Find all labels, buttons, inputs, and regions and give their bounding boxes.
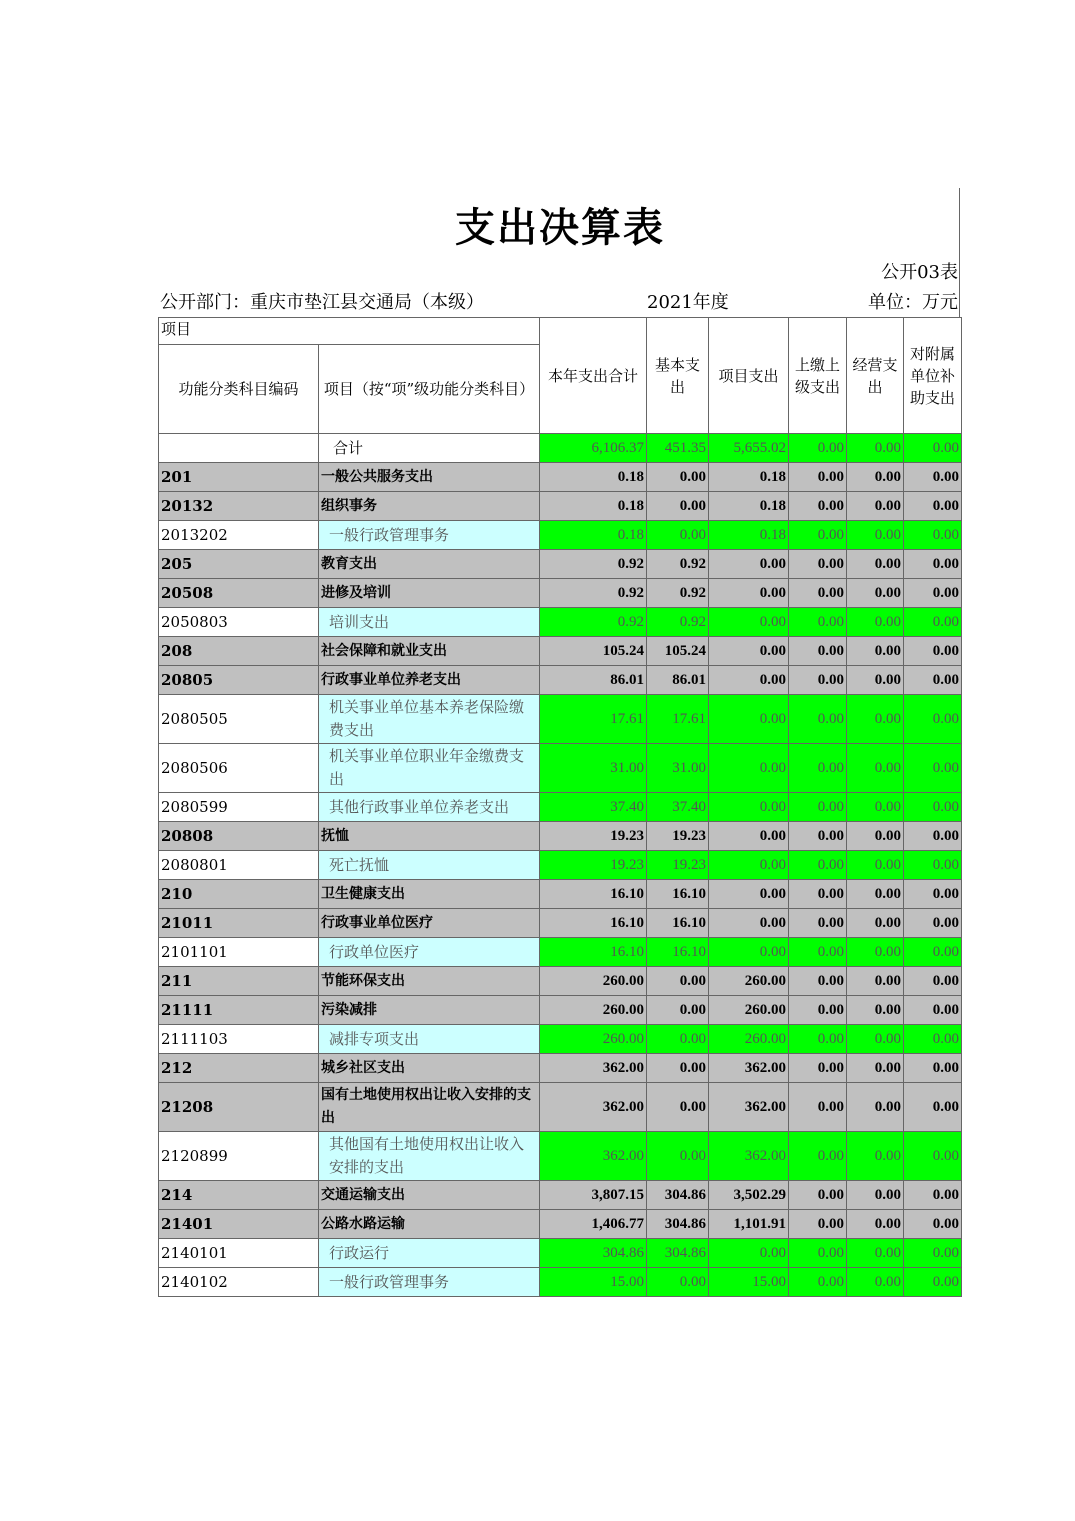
row-value: 362.00: [540, 1083, 647, 1132]
row-value: 0.00: [709, 1239, 789, 1268]
row-value: 0.00: [847, 492, 904, 521]
row-name: 死亡抚恤: [319, 851, 540, 880]
row-value: 0.00: [789, 1268, 847, 1297]
row-value: 0.00: [647, 492, 709, 521]
row-value: 86.01: [647, 666, 709, 695]
row-value: 0.00: [789, 1025, 847, 1054]
row-value: 0.00: [847, 967, 904, 996]
row-code: 2140102: [159, 1268, 319, 1297]
row-value: 0.00: [789, 1239, 847, 1268]
row-value: 0.00: [904, 1239, 962, 1268]
row-value: 0.00: [904, 996, 962, 1025]
fiscal-year: 2021年度: [647, 292, 729, 313]
row-code: 21111: [159, 996, 319, 1025]
table-row: [159, 492, 962, 521]
row-value: 0.00: [904, 695, 962, 744]
row-value: 0.00: [904, 521, 962, 550]
row-code: 2080505: [159, 695, 319, 744]
row-value: 0.00: [789, 492, 847, 521]
row-value: 0.00: [789, 608, 847, 637]
row-name: 培训支出: [319, 608, 540, 637]
row-value: 0.00: [647, 463, 709, 492]
row-value: 0.00: [647, 996, 709, 1025]
row-code: 210: [159, 880, 319, 909]
row-value: 0.18: [540, 463, 647, 492]
table-row: [159, 1181, 962, 1210]
row-value: 0.00: [904, 1210, 962, 1239]
table-row: [159, 996, 962, 1025]
row-value: 105.24: [540, 637, 647, 666]
row-value: 304.86: [647, 1239, 709, 1268]
row-code: 2080506: [159, 744, 319, 793]
row-name: 其他行政事业单位养老支出: [319, 793, 540, 822]
table-row: [159, 1054, 962, 1083]
table-row: [159, 822, 962, 851]
row-value: 0.00: [789, 637, 847, 666]
row-code: 2120899: [159, 1132, 319, 1181]
row-value: 0.00: [789, 1132, 847, 1181]
row-value: 0.92: [540, 579, 647, 608]
row-value: 362.00: [709, 1132, 789, 1181]
row-value: 17.61: [540, 695, 647, 744]
page-title: 支出决算表: [455, 204, 665, 251]
row-value: 31.00: [540, 744, 647, 793]
row-value: 0.00: [904, 793, 962, 822]
meta-line: [160, 288, 958, 314]
row-value: 0.00: [709, 550, 789, 579]
total-row: [159, 434, 962, 463]
unit: 单位：万元: [868, 292, 958, 313]
row-value: 362.00: [709, 1054, 789, 1083]
row-value: 0.92: [647, 608, 709, 637]
row-value: 0.00: [709, 744, 789, 793]
row-value: 0.00: [847, 822, 904, 851]
row-value: 0.00: [847, 1054, 904, 1083]
row-name: 社会保障和就业支出: [319, 637, 540, 666]
row-value: 0.18: [540, 521, 647, 550]
row-value: 15.00: [709, 1268, 789, 1297]
row-value: 260.00: [709, 967, 789, 996]
row-value: 0.00: [904, 579, 962, 608]
row-value: 0.00: [847, 521, 904, 550]
table-row: [159, 851, 962, 880]
row-value: 0.00: [904, 463, 962, 492]
row-value: 0.00: [847, 1210, 904, 1239]
header-code: 功能分类科目编码: [159, 345, 319, 434]
table-row: [159, 1210, 962, 1239]
row-name: 机关事业单位基本养老保险缴费支出: [319, 695, 540, 744]
row-value: 0.00: [904, 851, 962, 880]
row-code: 2140101: [159, 1239, 319, 1268]
row-name: 污染减排: [319, 996, 540, 1025]
row-value: 0.00: [904, 608, 962, 637]
row-code: 2080599: [159, 793, 319, 822]
divider: [959, 188, 960, 318]
row-value: 0.00: [847, 666, 904, 695]
row-value: 0.00: [789, 822, 847, 851]
row-value: 16.10: [647, 909, 709, 938]
row-value: 15.00: [540, 1268, 647, 1297]
row-value: 0.00: [789, 695, 847, 744]
header-upper: 上缴上级支出: [789, 318, 847, 434]
row-value: 0.00: [847, 793, 904, 822]
row-name: 行政事业单位医疗: [319, 909, 540, 938]
row-value: 3,807.15: [540, 1181, 647, 1210]
row-name: 国有土地使用权出让收入安排的支出: [319, 1083, 540, 1132]
row-value: 0.00: [904, 637, 962, 666]
row-value: 37.40: [540, 793, 647, 822]
row-name: 进修及培训: [319, 579, 540, 608]
row-value: 0.00: [904, 1054, 962, 1083]
row-name: 减排专项支出: [319, 1025, 540, 1054]
department: 公开部门：重庆市垫江县交通局（本级）: [160, 292, 484, 313]
expenditure-table: [158, 317, 962, 1297]
row-name: 机关事业单位职业年金缴费支出: [319, 744, 540, 793]
row-value: 0.00: [904, 1132, 962, 1181]
table-row: [159, 463, 962, 492]
total-label: 合计: [319, 434, 540, 463]
row-value: 16.10: [540, 938, 647, 967]
row-value: 0.00: [904, 822, 962, 851]
total-cell: 0.00: [847, 434, 904, 463]
row-code: 2111103: [159, 1025, 319, 1054]
form-number: 公开03表: [881, 262, 958, 283]
row-code: 214: [159, 1181, 319, 1210]
row-name: 一般行政管理事务: [319, 1268, 540, 1297]
row-value: 0.00: [709, 851, 789, 880]
total-cell: 5,655.02: [709, 434, 789, 463]
row-value: 0.00: [847, 1083, 904, 1132]
row-value: 1,101.91: [709, 1210, 789, 1239]
row-value: 0.00: [904, 1268, 962, 1297]
row-code: 21011: [159, 909, 319, 938]
row-value: 0.00: [709, 909, 789, 938]
row-value: 0.00: [789, 967, 847, 996]
row-value: 0.92: [540, 550, 647, 579]
row-value: 304.86: [647, 1181, 709, 1210]
header-name: 项目（按“项”级功能分类科目）: [319, 345, 540, 434]
row-value: 0.00: [647, 1083, 709, 1132]
row-value: 304.86: [647, 1210, 709, 1239]
row-code: 20808: [159, 822, 319, 851]
row-value: 0.00: [709, 637, 789, 666]
row-value: 362.00: [540, 1054, 647, 1083]
row-value: 0.00: [904, 744, 962, 793]
table-row: [159, 666, 962, 695]
row-value: 0.00: [647, 1025, 709, 1054]
row-value: 0.00: [904, 550, 962, 579]
row-name: 行政事业单位养老支出: [319, 666, 540, 695]
row-name: 组织事务: [319, 492, 540, 521]
row-value: 3,502.29: [709, 1181, 789, 1210]
row-value: 17.61: [647, 695, 709, 744]
table-row: [159, 637, 962, 666]
header-business: 经营支出: [847, 318, 904, 434]
row-code: 21208: [159, 1083, 319, 1132]
row-value: 16.10: [647, 880, 709, 909]
row-value: 0.00: [847, 463, 904, 492]
row-value: 0.00: [847, 1268, 904, 1297]
row-value: 31.00: [647, 744, 709, 793]
row-value: 0.00: [904, 938, 962, 967]
row-value: 0.00: [847, 1132, 904, 1181]
row-value: 16.10: [647, 938, 709, 967]
table-row: [159, 521, 962, 550]
total-cell: 0.00: [904, 434, 962, 463]
row-value: 304.86: [540, 1239, 647, 1268]
row-name: 公路水路运输: [319, 1210, 540, 1239]
row-code: 20805: [159, 666, 319, 695]
total-cell: 0.00: [789, 434, 847, 463]
row-value: 0.00: [709, 695, 789, 744]
row-value: 0.00: [647, 1132, 709, 1181]
row-value: 16.10: [540, 909, 647, 938]
row-value: 0.18: [709, 463, 789, 492]
row-value: 0.00: [789, 1083, 847, 1132]
row-name: 交通运输支出: [319, 1181, 540, 1210]
row-name: 行政单位医疗: [319, 938, 540, 967]
row-value: 0.00: [847, 579, 904, 608]
row-value: 0.18: [540, 492, 647, 521]
row-value: 0.00: [647, 1054, 709, 1083]
row-value: 0.00: [904, 666, 962, 695]
row-code: 201: [159, 463, 319, 492]
row-value: 0.00: [904, 967, 962, 996]
row-value: 0.00: [647, 521, 709, 550]
table-row: [159, 909, 962, 938]
table-row: [159, 579, 962, 608]
table-row: [159, 880, 962, 909]
table-row: [159, 744, 962, 793]
row-value: 0.00: [709, 822, 789, 851]
total-cell: 6,106.37: [540, 434, 647, 463]
row-value: 19.23: [647, 822, 709, 851]
row-value: 0.00: [709, 793, 789, 822]
table-row: [159, 550, 962, 579]
row-value: 0.00: [789, 938, 847, 967]
row-code: 2101101: [159, 938, 319, 967]
row-value: 260.00: [540, 967, 647, 996]
row-value: 0.00: [789, 521, 847, 550]
row-value: 0.00: [789, 851, 847, 880]
table-row: [159, 1025, 962, 1054]
row-code: 2080801: [159, 851, 319, 880]
table-row: [159, 1132, 962, 1181]
table-row: [159, 1239, 962, 1268]
header-basic: 基本支出: [647, 318, 709, 434]
row-code: 21401: [159, 1210, 319, 1239]
total-cell: 451.35: [647, 434, 709, 463]
row-name: 教育支出: [319, 550, 540, 579]
table-row: [159, 695, 962, 744]
row-value: 0.00: [709, 608, 789, 637]
table-row: [159, 1268, 962, 1297]
row-value: 0.00: [789, 550, 847, 579]
row-value: 0.00: [789, 996, 847, 1025]
row-value: 0.00: [647, 967, 709, 996]
row-value: 19.23: [647, 851, 709, 880]
header-project: 项目: [159, 318, 540, 345]
row-value: 260.00: [709, 996, 789, 1025]
row-value: 0.00: [789, 1054, 847, 1083]
row-value: 0.92: [647, 550, 709, 579]
row-value: 0.00: [647, 1268, 709, 1297]
total-code: [159, 434, 319, 463]
row-code: 205: [159, 550, 319, 579]
table-row: [159, 1083, 962, 1132]
row-value: 0.00: [789, 579, 847, 608]
row-code: 20132: [159, 492, 319, 521]
row-value: 0.00: [789, 463, 847, 492]
row-value: 0.00: [709, 880, 789, 909]
row-value: 0.00: [847, 637, 904, 666]
row-value: 0.00: [709, 579, 789, 608]
header-subsidy: 对附属单位补助支出: [904, 318, 962, 434]
row-value: 0.00: [847, 938, 904, 967]
table-row: [159, 793, 962, 822]
row-value: 362.00: [709, 1083, 789, 1132]
table-row: [159, 938, 962, 967]
row-value: 105.24: [647, 637, 709, 666]
row-value: 0.00: [789, 793, 847, 822]
row-name: 节能环保支出: [319, 967, 540, 996]
table-row: [159, 967, 962, 996]
row-value: 19.23: [540, 822, 647, 851]
row-value: 86.01: [540, 666, 647, 695]
row-value: 1,406.77: [540, 1210, 647, 1239]
row-name: 抚恤: [319, 822, 540, 851]
row-name: 一般公共服务支出: [319, 463, 540, 492]
row-code: 212: [159, 1054, 319, 1083]
row-name: 城乡社区支出: [319, 1054, 540, 1083]
row-name: 一般行政管理事务: [319, 521, 540, 550]
row-value: 362.00: [540, 1132, 647, 1181]
row-code: 20508: [159, 579, 319, 608]
row-value: 0.92: [540, 608, 647, 637]
row-value: 0.00: [904, 1181, 962, 1210]
table-row: [159, 608, 962, 637]
row-value: 19.23: [540, 851, 647, 880]
row-value: 0.00: [904, 880, 962, 909]
row-value: 0.00: [847, 1239, 904, 1268]
row-value: 0.00: [847, 744, 904, 793]
row-value: 0.18: [709, 492, 789, 521]
row-value: 0.00: [789, 909, 847, 938]
row-name: 其他国有土地使用权出让收入安排的支出: [319, 1132, 540, 1181]
row-value: 0.18: [709, 521, 789, 550]
row-value: 0.00: [847, 550, 904, 579]
row-value: 0.00: [789, 744, 847, 793]
row-value: 0.00: [847, 996, 904, 1025]
row-value: 0.00: [847, 880, 904, 909]
row-name: 行政运行: [319, 1239, 540, 1268]
row-value: 260.00: [709, 1025, 789, 1054]
header-total: 本年支出合计: [540, 318, 647, 434]
row-value: 0.00: [789, 1210, 847, 1239]
row-value: 260.00: [540, 1025, 647, 1054]
row-value: 0.00: [789, 1181, 847, 1210]
row-value: 0.00: [709, 666, 789, 695]
row-code: 208: [159, 637, 319, 666]
row-value: 0.00: [789, 880, 847, 909]
row-value: 0.00: [847, 1181, 904, 1210]
row-code: 2050803: [159, 608, 319, 637]
header-project-expense: 项目支出: [709, 318, 789, 434]
row-value: 0.00: [709, 938, 789, 967]
row-value: 0.00: [847, 695, 904, 744]
row-value: 0.00: [847, 909, 904, 938]
row-value: 37.40: [647, 793, 709, 822]
row-value: 0.00: [847, 851, 904, 880]
row-name: 卫生健康支出: [319, 880, 540, 909]
row-code: 211: [159, 967, 319, 996]
row-value: 0.92: [647, 579, 709, 608]
row-code: 2013202: [159, 521, 319, 550]
row-value: 0.00: [904, 492, 962, 521]
row-value: 0.00: [847, 1025, 904, 1054]
row-value: 16.10: [540, 880, 647, 909]
row-value: 0.00: [904, 909, 962, 938]
row-value: 260.00: [540, 996, 647, 1025]
row-value: 0.00: [847, 608, 904, 637]
row-value: 0.00: [904, 1025, 962, 1054]
row-value: 0.00: [789, 666, 847, 695]
row-value: 0.00: [904, 1083, 962, 1132]
